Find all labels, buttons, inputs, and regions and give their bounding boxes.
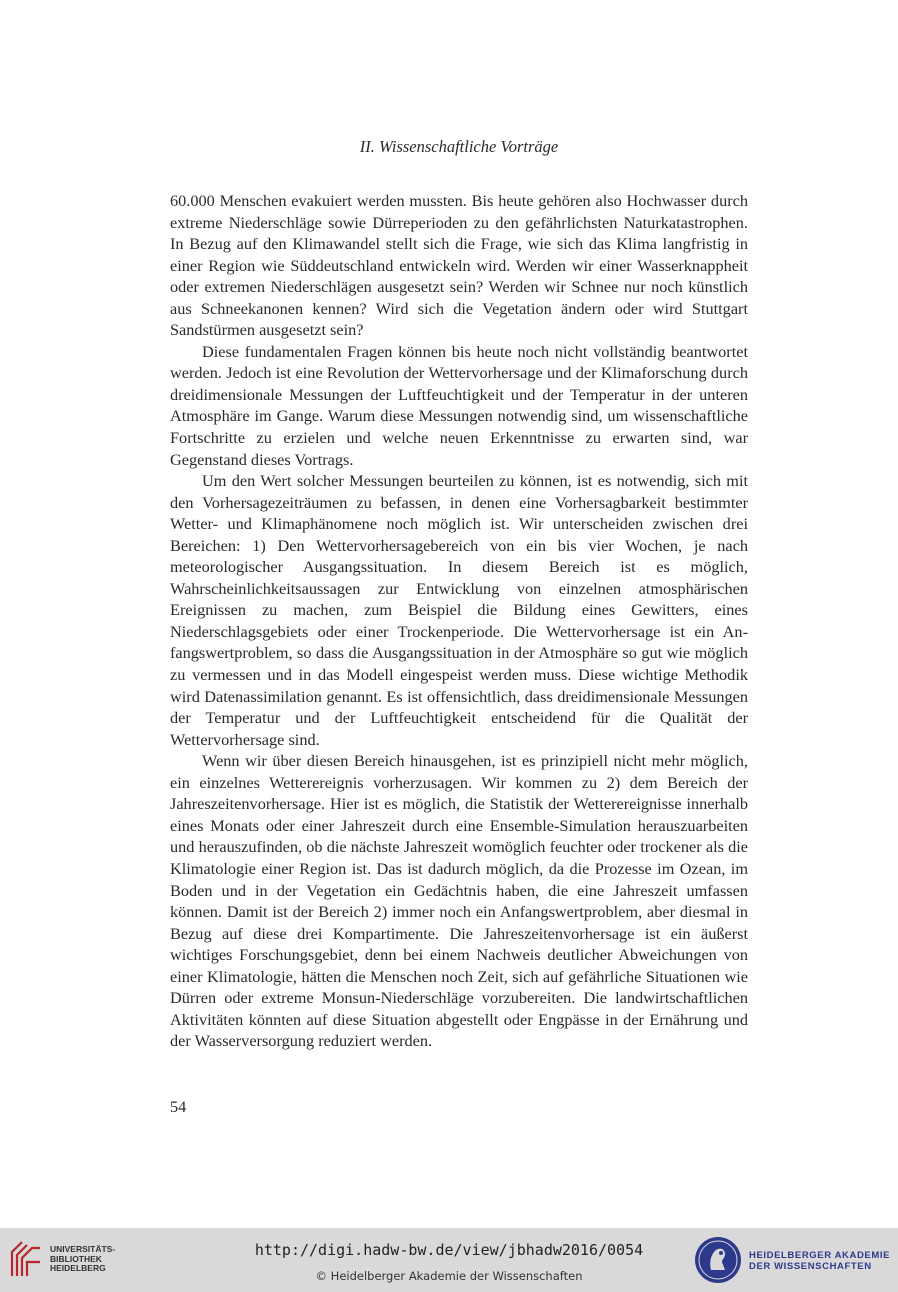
paragraph-4: Wenn wir über diesen Bereich hinausgehen, ist es prinzipiell nicht mehr möglich, ein einzelnes Wetterereignis vorherzusagen. Wir kommen zu 2) dem Bereich der Jahreszeitenvorhersage. Hier ist es möglich, die Statistik der Wetterereignisse innerhalb eines Monats oder einer Jahreszeit durch eine Ensemble-Simulation herauszuarbeiten und herauszufinden, ob die nächste Jahreszeit womöglich feuchter oder trockener als die Klimatologie einer Region ist. Das ist dadurch möglich, da die Prozesse im Ozean, im Boden und in der Vegetation ein Gedächtnis haben, die eine Jahreszeit umfassen können. Damit ist der Bereich 2) immer noch ein Anfangswertproblem, aber diesmal in Bezug auf diese drei Kompartimente. Die Jahreszeitenvorhersage ist ein äußerst wichtiges Forschungsgebiet, denn bei einem Nachweis deutlicher Abweichungen von einer Klimatologie, hätten die Menschen noch Zeit, sich auf gefährliche Situationen wie Dürren oder extreme Monsun-Niederschläge vorzubereiten. Die landwirtschaftlichen Aktivitäten könnten auf diese Situation abgestellt oder Engpässe in der Ernährung und der Wasserversorgung reduziert werden. xyxy=(170,751,748,1051)
ub-logo-line-1: UNIVERSITÄTS- xyxy=(50,1244,116,1254)
ub-logo-line-3: HEIDELBERG xyxy=(50,1263,106,1273)
source-url-link[interactable]: http://digi.hadw-bw.de/view/jbhadw2016/0054 xyxy=(254,1241,644,1259)
running-title: II. Wissenschaftliche Vorträge xyxy=(359,137,559,156)
hadw-logo-line-2: DER WISSENSCHAFTEN xyxy=(749,1261,872,1272)
paragraph-2: Diese fundamentalen Fragen können bis heute noch nicht vollständig beantwortet werden. Jedoch ist eine Revolution der Wettervorhersage und der Klimaforschung durch dreidimensionale Messungen der Luftfeuchtigkeit und der Temperatur in der unteren Atmosphäre im Gange. Warum diese Messungen notwendig sind, um wissenschaftliche Fortschritte zu erzielen und welche neuen Erkenntnisse zu erwarten sind, war Gegenstand dieses Vortrags. xyxy=(170,341,748,469)
hadw-logo-text xyxy=(749,1250,890,1272)
hadw-seal-icon xyxy=(692,1234,744,1286)
ub-logo-line-2: BIBLIOTHEK xyxy=(50,1253,102,1264)
body-text xyxy=(170,190,748,1052)
hadw-logo-line-1: HEIDELBERGER AKADEMIE xyxy=(749,1250,891,1261)
copyright-notice: © Heidelberger Akademie der Wissenschaften xyxy=(315,1269,583,1283)
footer-bar xyxy=(0,1228,898,1292)
page-number: 54 xyxy=(170,1097,187,1116)
paragraph-1: 60.000 Menschen evakuiert werden mussten. Bis heute gehören also Hochwasser durch extreme Niederschläge sowie Dürreperioden zu den gefährlichsten Naturkatastrophen. In Bezug auf den Klimawandel stellt sich die Frage, wie sich das Klima langfristig in einer Region wie Süddeutschland entwickeln wird. Werden wir einer Wasserknappheit oder extremen Niederschlägen ausgesetzt sein? Werden wir Schnee nur noch künstlich aus Schneekanonen kennen? Wird sich die Vegetation ändern oder wird Stuttgart Sandstürmen ausgesetzt sein? xyxy=(170,191,748,340)
paragraph-3: Um den Wert solcher Messungen beurteilen zu können, ist es notwendig, sich mit den Vorhersagezeiträumen zu befassen, in denen eine Vorhersagbarkeit bestimmter Wetter- und Klimaphänomene noch möglich ist. Wir unterscheiden zwischen drei Bereichen: 1) Den Wettervorhersagebereich von ein bis vier Wochen, je nach meteorologischer Ausgangssituation. In diesem Bereich ist es möglich, Wahrscheinlichkeitsaussagen zur Entwicklung von einzelnen atmosphärischen Ereignissen zu machen, zum Beispiel die Bildung eines Gewitters, eines Niederschlagsgebiets oder einer Trockenperiode. Die Wettervorhersage ist ein Anfangswertproblem, so dass die Ausgangssituation in der Atmosphäre so gut wie möglich zu vermessen und in das Modell eingespeist werden muss. Diese wichtige Methodik wird Datenassimilation genannt. Es ist offensichtlich, dass dreidimensionale Messungen der Temperatur und der Luftfeuchtigkeit entscheidend für die Qualität der Wettervorhersage sind. xyxy=(170,471,748,749)
hadw-logo[interactable] xyxy=(692,1234,892,1286)
